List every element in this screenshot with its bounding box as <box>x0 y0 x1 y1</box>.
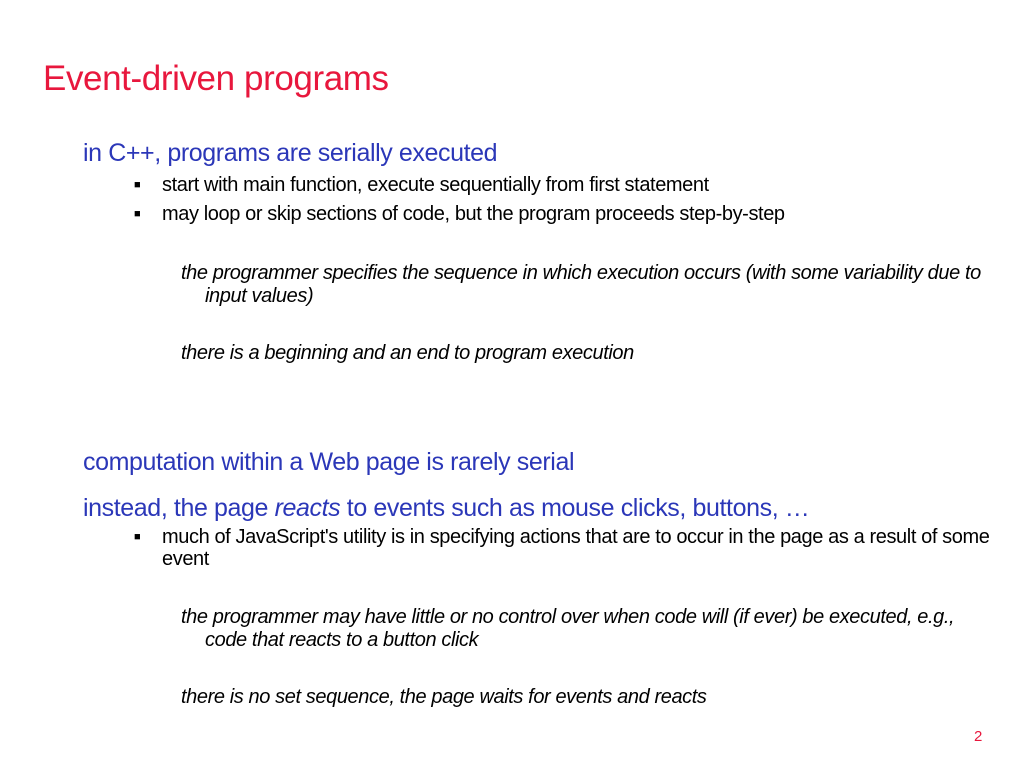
page-number: 2 <box>974 728 982 745</box>
slide-title: Event-driven programs <box>43 59 389 98</box>
heading-text-start: instead, the page <box>83 494 275 522</box>
section2-bullet-1 <box>134 526 992 570</box>
section2-heading-1: computation within a Web page is rarely serial <box>83 448 575 476</box>
bullet-square-icon: ■ <box>134 208 141 220</box>
section1-heading: in C++, programs are serially executed <box>83 139 498 167</box>
bullet-text: may loop or skip sections of code, but the program proceeds step-by-step <box>162 203 785 225</box>
bullet-text: start with main function, execute sequentially from first statement <box>162 174 709 196</box>
bullet-square-icon: ■ <box>134 531 141 543</box>
section1-note-1: the programmer specifies the sequence in which execution occurs (with some variability due to input values) <box>181 262 981 307</box>
section2-heading-2 <box>83 493 809 523</box>
heading-text-end: to events such as mouse clicks, buttons, … <box>340 494 810 522</box>
section1-note-2: there is a beginning and an end to program execution <box>181 342 634 364</box>
bullet-text: much of JavaScript's utility is in specifying actions that are to occur in the page as a result of some event <box>162 526 990 570</box>
section2-note-2: there is no set sequence, the page waits for events and reacts <box>181 686 707 708</box>
bullet-square-icon: ■ <box>134 179 141 191</box>
section1-bullet-1 <box>134 174 992 196</box>
section2-note-1: the programmer may have little or no control over when code will (if ever) be executed, e.g., code that reacts to a button click <box>181 606 955 651</box>
section1-bullet-2 <box>134 203 992 225</box>
heading-emphasis: reacts <box>274 494 341 522</box>
